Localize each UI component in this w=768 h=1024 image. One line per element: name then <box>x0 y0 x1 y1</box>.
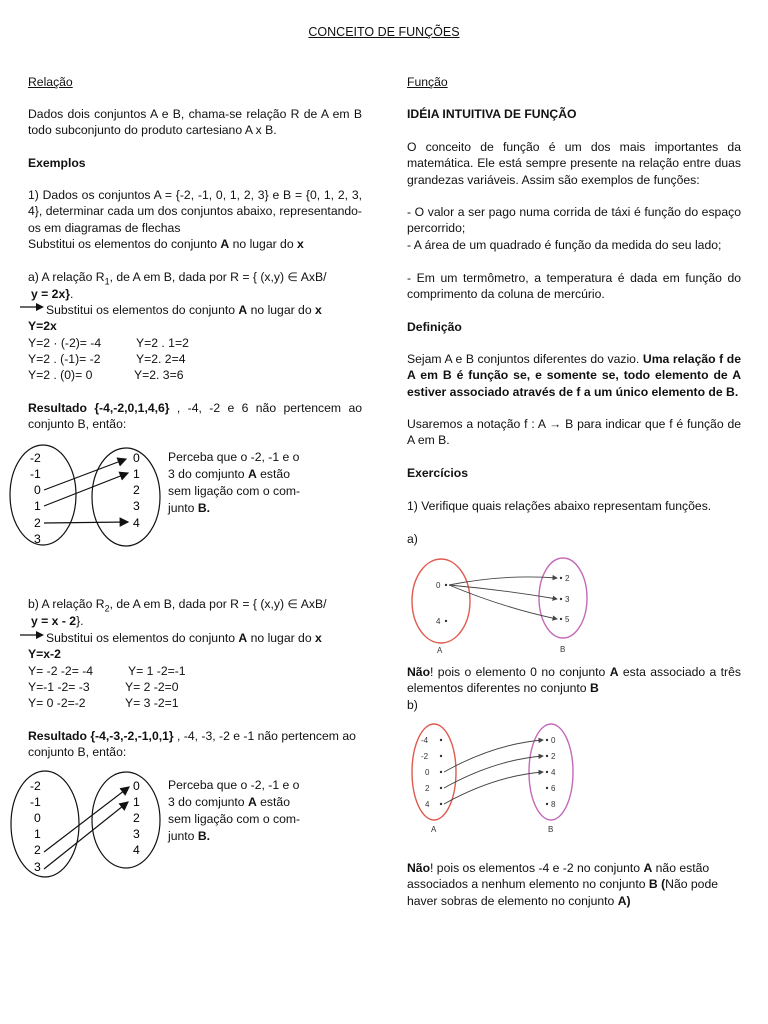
relation-b-formula: Y=x-2 <box>28 647 61 661</box>
set-b-ellipse <box>92 772 160 868</box>
mapping-arrow <box>44 787 129 852</box>
set-b-label: B <box>548 825 554 834</box>
relation-a-calc-right-2: Y=2. 2=4 <box>136 352 186 366</box>
set-b-element: 1 <box>133 795 140 809</box>
relation-a-rule: y = 2x}. <box>31 287 74 301</box>
set-a-element: 0 <box>425 768 430 777</box>
set-a-element: 4 <box>425 800 430 809</box>
exercicios-heading: Exercícios <box>407 466 468 480</box>
set-a-ellipse <box>412 559 470 643</box>
set-a-element: 0 <box>436 581 441 590</box>
set-b-element: 3 <box>133 499 140 513</box>
exemplos-heading: Exemplos <box>28 156 86 170</box>
set-b-element: 8 <box>551 800 556 809</box>
set-a-element: 2 <box>34 843 41 857</box>
relation-a-calc-left-1: Y=2 · (-2)= -4 <box>28 336 102 350</box>
arrow-icon <box>20 301 44 313</box>
mapping-arrow <box>44 459 126 490</box>
set-a-element: 1 <box>34 499 41 513</box>
set-a-element: -2 <box>30 451 41 465</box>
set-a-ellipse <box>412 724 456 820</box>
relation-b-result: Resultado {-4,-3,-2,-1,0,1} , -4, -3, -2 e -1 não pertencem ao conjunto B, então: <box>28 729 356 760</box>
set-a-element: 0 <box>34 811 41 825</box>
set-b-element: 4 <box>133 516 140 530</box>
example-1-text: 1) Dados os conjuntos A = {-2, -1, 0, 1, 2, 3} e B = {0, 1, 2, 3, 4}, determinar cada um dos conjuntos abaixo, representando-os em diagramas de flechas <box>28 188 362 235</box>
mapping-arrow <box>444 772 543 804</box>
set-a-element: 3 <box>34 532 41 546</box>
relation-a-formula: Y=2x <box>28 319 57 333</box>
set-b-element: 3 <box>565 595 570 604</box>
set-b-element: 3 <box>133 827 140 841</box>
set-a-element: 3 <box>34 860 41 874</box>
set-b-element: 1 <box>133 467 140 481</box>
arrow-icon <box>20 629 44 641</box>
mapping-arrow <box>444 756 543 788</box>
set-a-label: A <box>431 825 437 834</box>
set-b-element: 2 <box>133 811 140 825</box>
definicao-heading: Definição <box>407 320 462 334</box>
relation-b-calc-right-2: Y= 2 -2=0 <box>125 680 179 694</box>
set-a-ellipse <box>11 771 79 877</box>
set-a-element: 0 <box>34 483 41 497</box>
set-b-element: 6 <box>551 784 556 793</box>
set-b-element: 0 <box>551 736 556 745</box>
relation-b-calc-right-1: Y= 1 -2=-1 <box>128 664 186 678</box>
relation-a-substitution: Substitui os elementos do conjunto A no lugar do x <box>46 303 322 317</box>
set-b-element: 4 <box>133 843 140 857</box>
set-a-element: -4 <box>421 736 429 745</box>
relation-a-calc-left-2: Y=2 . (-1)= -2 <box>28 352 101 366</box>
exercise-a-label: a) <box>407 532 418 546</box>
relation-b-calc-left-3: Y= 0 -2=-2 <box>28 696 86 710</box>
set-a-element: -2 <box>421 752 429 761</box>
set-b-element: 2 <box>133 483 140 497</box>
exercise-b-answer: Não! pois os elementos -4 e -2 no conjunto A não estão associados a nenhum elemento no conjunto B (Não pode haver sobras de elemento no conjunto A) <box>407 861 719 908</box>
relation-a-calc-right-3: Y=2. 3=6 <box>134 368 184 382</box>
set-a-label: A <box>437 646 443 655</box>
relation-a-calc-left-3: Y=2 . (0)= 0 <box>28 368 93 382</box>
funcao-intro: O conceito de função é um dos mais importantes da matemática. Ele está sempre presente na relação entre duas grandezas variáveis. Assim são exemplos de funções: <box>407 140 741 187</box>
mapping-arrow <box>444 740 543 772</box>
function-diagram-a <box>409 556 599 660</box>
relation-b-intro: b) A relação $R_2$, de A em B, dada por R = { (x,y) ∈ AxB/ <box>28 597 327 614</box>
definicao-text: Sejam A e B conjuntos diferentes do vazio. Uma relação f de A em B é função se, e somente se, todo elemento de A estiver associado através de f a um único elemento de B. <box>407 352 741 399</box>
mapping-arrow <box>44 473 128 506</box>
relation-a-intro: a) A relação $R_1$, de A em B, dada por R = { (x,y) ∈ AxB/ <box>28 270 327 287</box>
ideia-intuitiva-heading: IDÉIA INTUITIVA DE FUNÇÃO <box>407 107 577 121</box>
diagram-b-note: Perceba que o -2, -1 e o 3 do comjunto A estão sem ligação com o com- junto B. <box>168 778 301 843</box>
relation-a-result: Resultado {-4,-2,0,1,4,6} , -4, -2 e 6 não pertencem ao conjunto B, então: <box>28 401 363 432</box>
set-a-element: -2 <box>30 779 41 793</box>
set-a-element: 1 <box>34 827 41 841</box>
set-a-element: -1 <box>30 795 41 809</box>
notation-text: Usaremos a notação f : A → B para indicar que f é função de A em B. <box>407 417 741 448</box>
set-a-element: -1 <box>30 467 41 481</box>
set-b-label: B <box>560 645 566 654</box>
relation-b-calc-left-2: Y=-1 -2= -3 <box>28 680 90 694</box>
relation-b-calc-right-3: Y= 3 -2=1 <box>125 696 179 710</box>
page-title: CONCEITO DE FUNÇÕES <box>308 25 460 39</box>
set-a-element: 2 <box>425 784 430 793</box>
relation-b-calc-left-1: Y= -2 -2= -4 <box>28 664 94 678</box>
diagram-a-note: Perceba que o -2, -1 e o 3 do comjunto A estão sem ligação com o com- junto B. <box>168 450 301 515</box>
relacao-intro: Dados dois conjuntos A e B, chama-se relação R de A em B todo subconjunto do produto cartesiano A x B. <box>28 107 362 138</box>
funcao-example-1: - O valor a ser pago numa corrida de táxi é função do espaço percorrido; <box>407 205 741 236</box>
exercise-a-answer: Não! pois o elemento 0 no conjunto A esta associado a três elementos diferentes no conjunto B <box>407 665 741 696</box>
exercise-1-question: 1) Verifique quais relações abaixo representam funções. <box>407 499 712 513</box>
funcao-example-2: - A área de um quadrado é função da medida do seu lado; <box>407 238 722 252</box>
set-b-ellipse <box>92 448 160 546</box>
funcao-example-3: - Em um termômetro, a temperatura é dada em função do comprimento da coluna de mercúrio. <box>407 271 741 302</box>
function-diagram-b <box>409 722 599 836</box>
relacao-heading: Relação <box>28 75 73 89</box>
set-b-ellipse <box>539 558 587 638</box>
set-a-element: 2 <box>34 516 41 530</box>
relation-b-rule: y = x - 2}. <box>31 614 84 628</box>
funcao-heading: Função <box>407 75 448 89</box>
set-b-element: 0 <box>133 779 140 793</box>
mapping-arrow <box>44 802 128 869</box>
relation-b-substitution: Substitui os elementos do conjunto A no lugar do x <box>46 631 322 645</box>
relation-a-calc-right-1: Y=2 . 1=2 <box>136 336 189 350</box>
set-b-element: 5 <box>565 615 570 624</box>
set-b-element: 4 <box>551 768 556 777</box>
example-1-substitution: Substitui os elementos do conjunto A no lugar do x <box>28 237 304 251</box>
mapping-arrow <box>44 522 128 523</box>
set-b-element: 2 <box>565 574 570 583</box>
exercise-b-label: b) <box>407 698 418 712</box>
set-a-ellipse <box>10 445 76 545</box>
set-a-element: 4 <box>436 617 441 626</box>
set-b-element: 2 <box>551 752 556 761</box>
set-b-element: 0 <box>133 451 140 465</box>
